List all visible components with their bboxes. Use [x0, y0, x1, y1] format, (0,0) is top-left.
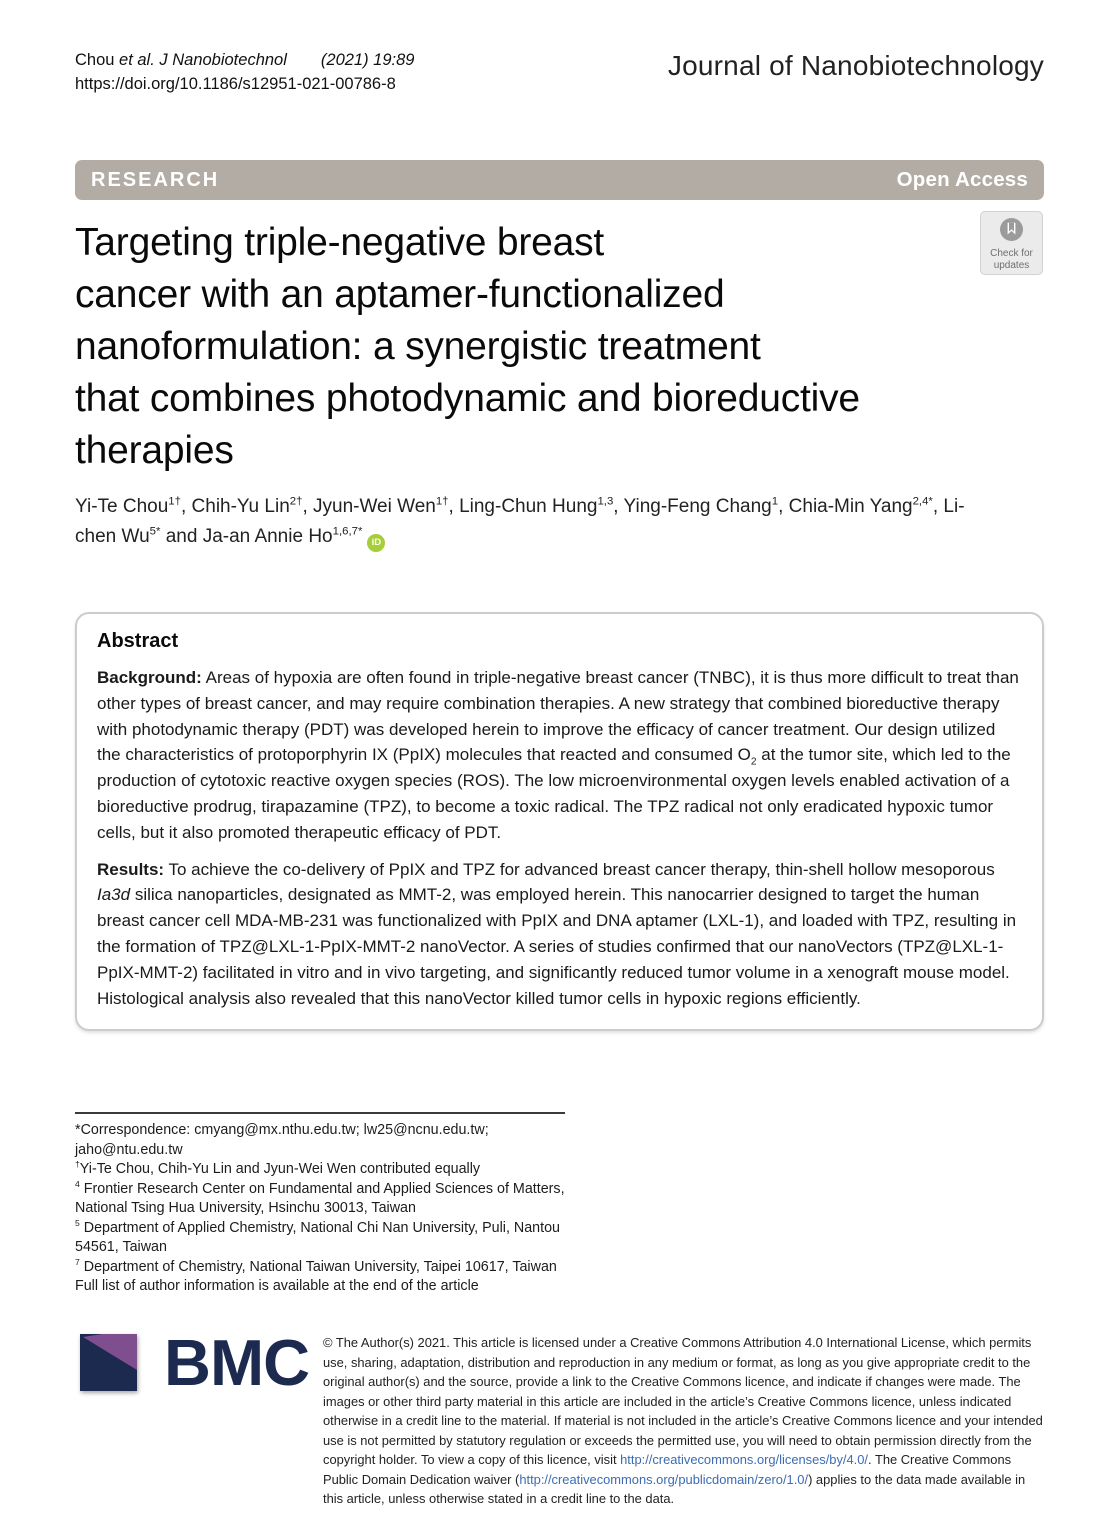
- license-text: ) applies to the data made available in this article, unless otherwise stated in a credit line to the data.: [323, 1471, 1026, 1506]
- author-superscript: 1†: [435, 495, 449, 508]
- author-separator: ,: [302, 496, 313, 517]
- check-updates-line1: Check for: [990, 248, 1033, 259]
- check-updates-label: [990, 248, 1033, 271]
- license-link-cc-by[interactable]: http://creativecommons.org/licenses/by/4.0/: [620, 1452, 869, 1467]
- open-access-label: Open Access: [896, 168, 1028, 191]
- title-line: nanoformulation: a synergistic treatment: [75, 325, 761, 368]
- journal-citation: [75, 48, 414, 96]
- author-name: Chia-Min Yang: [788, 496, 913, 517]
- title-line: therapies: [75, 429, 234, 472]
- abstract-heading: Abstract: [97, 630, 179, 652]
- author-name: Ja-an Annie Ho: [202, 526, 333, 547]
- doi-text: https://doi.org/10.1186/s12951-021-00786-8: [75, 75, 396, 93]
- title-line: that combines photodynamic and bioreductive: [75, 377, 860, 420]
- license-link-cc-zero[interactable]: http://creativecommons.org/publicdomain/zero/1.0/: [519, 1471, 809, 1487]
- results-text: silica nanoparticles, designated as MMT-2, was employed herein. This nanocarrier designed to target the human breast cancer cell MDA-MB-231 was functionalized with PpIX and DNA aptamer (LXL-1), and loaded with TPZ, resulting in the formation of TPZ@LXL-1-PpIX-MMT-2 nanoVector. A series of studies confirmed that our nanoVectors (TPZ@LXL-1-PpIX-MMT-2) facilitated in vitro and in vivo targeting, and significantly reduced tumor volume in a xenograft mouse model. Histological analysis also revealed that this nanoVector killed tumor cells in hypoxic regions efficiently.: [97, 885, 1017, 1008]
- citation-volume: (2021) 19:89: [320, 51, 415, 69]
- author-superscript: 1,6,7*: [332, 525, 363, 538]
- author-name: Ying-Feng Chang: [623, 496, 772, 517]
- footnotes-block: [75, 1112, 580, 1297]
- license-paragraph: [323, 1333, 1047, 1509]
- author-name: Chih-Yu Lin: [191, 496, 290, 517]
- author-superscript: 1†: [168, 495, 181, 508]
- abstract-background-paragraph: [97, 665, 1022, 846]
- background-label: Background:: [97, 668, 202, 687]
- footnote-marker: 4: [75, 1178, 80, 1189]
- correspondence-note: *Correspondence: cmyang@mx.nthu.edu.tw; lw25@ncnu.edu.tw; jaho@ntu.edu.tw: [75, 1122, 489, 1158]
- author-superscript: 2,4*: [912, 495, 933, 508]
- footnote-marker: 5: [75, 1217, 80, 1228]
- author-separator: and: [160, 526, 203, 547]
- bmc-logo-mark: [80, 1334, 137, 1396]
- research-label: RESEARCH: [91, 168, 220, 191]
- license-text: © The Author(s) 2021. This article is licensed under a Creative Commons Attribution 4.0 International License, which permits use, sharing, adaptation, distribution and reproduction in any medium or format, as long as you give appropriate credit to the original author(s) and the source, provide a link to the Creative Commons licence, and indicate if changes were made. The images or other third party material in this article are included in the article’s Creative Commons licence, unless indicated otherwise in a credit line to the material. If material is not included in the article’s Creative Commons licence and your intended use is not permitted by statutory regulation or exceeds the permitted use, you will need to obtain permission directly from the copyright holder. To view a copy of this licence, visit: [323, 1335, 1043, 1467]
- footnote-entry: [75, 1219, 580, 1258]
- results-label: Results:: [97, 859, 165, 879]
- bmc-logo: [80, 1326, 310, 1399]
- results-text: To achieve the co-delivery of PpIX and TPZ for advanced breast cancer therapy, thin-shell hollow mesoporous: [164, 859, 995, 879]
- author-superscript: 2†: [289, 495, 303, 508]
- author-name: Jyun-Wei Wen: [313, 496, 436, 517]
- license-text: . The Creative Commons Public Domain Dedication waiver (: [323, 1452, 1012, 1487]
- background-text: Areas of hypoxia are often found in triple-negative breast cancer (TNBC), it is thus more difficult to treat than other types of breast cancer, and may require combination therapies. A new strategy that combined bioreductive therapy with photodynamic therapy (PDT) was developed herein to improve the efficacy of cancer treatment. Our design utilized the characteristics of protoporphyrin IX (PpIX) molecules that reacted and consumed O: [97, 668, 1019, 765]
- orcid-icon[interactable]: iD: [367, 534, 385, 552]
- journal-name: Journal of Nanobiotechnology: [667, 50, 1044, 81]
- footnote-entry: [75, 1160, 580, 1180]
- author-separator: ,: [778, 496, 789, 517]
- author-separator: ,: [180, 496, 192, 517]
- author-separator: ,: [613, 496, 624, 517]
- author-name: Ling-Chun Hung: [459, 496, 598, 517]
- results-italic-term: Ia3d: [97, 885, 131, 905]
- check-updates-line2: updates: [993, 259, 1030, 271]
- footnote-text: Frontier Research Center on Fundamental and Applied Sciences of Matters, National Tsing Hua University, Hsinchu 30013, Taiwan: [75, 1180, 565, 1216]
- check-updates-icon: [998, 216, 1025, 248]
- footnote-divider: [75, 1112, 565, 1114]
- authors-line: [75, 492, 975, 552]
- oxygen-subscript: 2: [750, 756, 757, 768]
- article-title: [75, 217, 955, 477]
- footnote-entry: [75, 1180, 580, 1219]
- check-updates-badge[interactable]: [980, 211, 1043, 275]
- bmc-logo-text: BMC: [164, 1326, 310, 1399]
- background-text: at the tumor site, which led to the production of cytotoxic reactive oxygen species (ROS). The low microenvironmental oxygen levels enabled activation of a bioreductive prodrug, tirapazamine (TPZ), to become a toxic radical. The TPZ radical not only eradicated hypoxic tumor cells, but it also promoted therapeutic efficacy of PDT.: [97, 745, 1011, 842]
- author-name: Li-chen Wu: [75, 496, 965, 547]
- abstract-results-paragraph: [97, 857, 1022, 1012]
- citation-author: Chou: [75, 51, 120, 69]
- author-superscript: 5*: [149, 525, 161, 538]
- citation-journal-abbrev: et al. J Nanobiotechnol: [119, 51, 287, 69]
- footnote-text: Department of Chemistry, National Taiwan University, Taipei 10617, Taiwan: [79, 1258, 557, 1275]
- author-separator: ,: [932, 496, 944, 517]
- author-separator: ,: [448, 496, 460, 517]
- footnote-text: Yi-Te Chou, Chih-Yu Lin and Jyun-Wei Wen contributed equally: [79, 1161, 481, 1177]
- research-banner: [75, 160, 1044, 200]
- footnote-marker: 7: [75, 1256, 80, 1267]
- footnote-marker: †: [75, 1159, 80, 1170]
- citation-line: [75, 48, 414, 72]
- title-line: Targeting triple-negative breast: [75, 221, 605, 264]
- title-line: cancer with an aptamer-functionalized: [75, 273, 725, 316]
- author-superscript: 1,3: [597, 495, 614, 508]
- footnote-text: Department of Applied Chemistry, National Chi Nan University, Puli, Nantou 54561, Taiwan: [75, 1219, 560, 1255]
- footnote-entry: [75, 1258, 580, 1278]
- author-superscript: 1: [771, 495, 779, 508]
- footnote-full-list-note: Full list of author information is available at the end of the article: [75, 1278, 479, 1294]
- author-name: Yi-Te Chou: [75, 496, 169, 517]
- abstract-box: [75, 612, 1044, 1031]
